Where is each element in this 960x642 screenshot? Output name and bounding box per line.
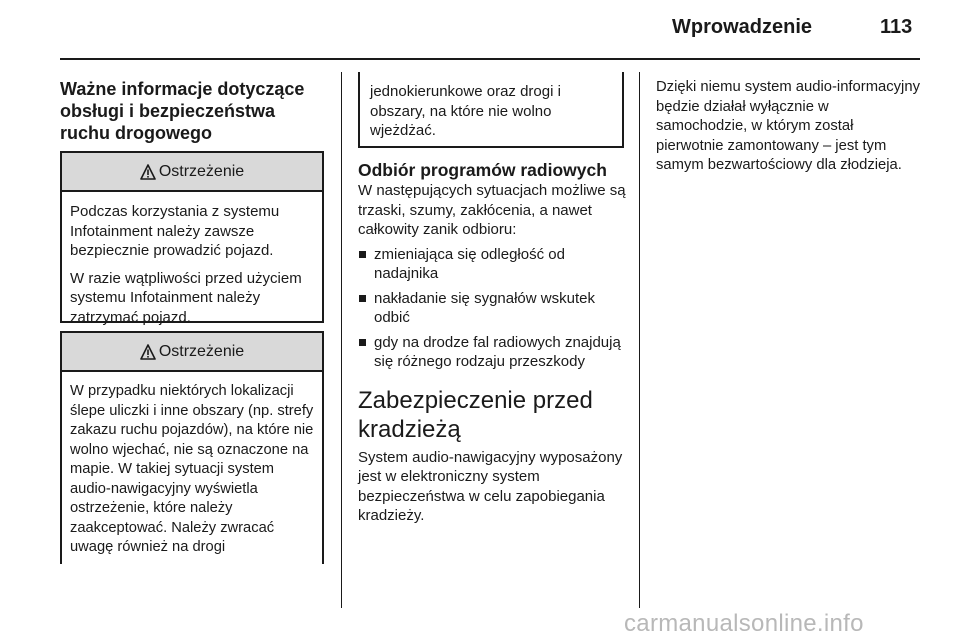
bullet-icon: [359, 295, 366, 302]
column-divider-right: [639, 72, 640, 608]
header-divider: [60, 58, 920, 60]
warning-box-2: [60, 331, 324, 564]
list-item: [358, 245, 626, 284]
safety-heading: Ważne informacje dotyczące obsługi i bezpieczeństwa ruchu drogowego: [60, 79, 305, 143]
warning-paragraph: Podczas korzystania z systemu Infotainment należy zawsze bezpiecznie prowadzić pojazd.: [70, 203, 280, 259]
radio-heading: Odbiór programów radiowych: [358, 160, 607, 180]
warning-continued-text: jednokierunkowe oraz drogi i obszary, na które nie wolno wjeżdżać.: [370, 83, 561, 139]
bullet-icon: [359, 251, 366, 258]
warning-triangle-icon: [140, 344, 156, 360]
theft-continued-text: Dzięki niemu system audio-informacyjny będzie działał wyłącznie w samochodzie, w którym został pierwotnie zamontowany – jest tym samym bezwartościowy dla złodzieja.: [656, 79, 920, 173]
column-2: [358, 72, 626, 526]
theft-heading: Zabezpieczenie przed kradzieżą: [358, 386, 593, 443]
warning-triangle-icon: [140, 164, 156, 180]
warning-label-2: Ostrzeżenie: [158, 342, 245, 360]
warning-box-1: [60, 151, 324, 326]
radio-intro: W następujących sytuacjach możliwe są trzaski, szumy, zakłócenia, a nawet całkowity zanik odbioru:: [358, 182, 626, 238]
warning-label-1: Ostrzeżenie: [158, 162, 245, 180]
column-divider-left: [341, 72, 342, 608]
page-header: [0, 0, 960, 60]
warning-box-continued: [358, 72, 624, 148]
warning-paragraph: W razie wątpliwości przed użyciem systemu Infotainment należy zatrzymać pojazd.: [70, 269, 302, 326]
list-item-text: gdy na drodze fal radiowych znajdują się różnego rodzaju przeszkody: [374, 333, 621, 370]
column-3: [656, 78, 922, 176]
theft-text: System audio-nawigacyjny wyposażony jest w elektroniczny system bezpieczeństwa w celu zapobiegania kradzieży.: [358, 448, 623, 524]
watermark: carmanualsonline.info: [624, 610, 864, 637]
column-1: [60, 78, 324, 564]
list-item-text: zmieniająca się odległość od nadajnika: [374, 245, 565, 282]
warning-body-2: [62, 372, 322, 566]
warning-header-1: [62, 153, 322, 192]
list-item: [358, 289, 626, 328]
bullet-icon: [359, 339, 366, 346]
list-item-text: nakładanie się sygnałów wskutek odbić: [374, 289, 595, 326]
page-title: Wprowadzenie: [672, 16, 813, 38]
warning-paragraph: W przypadku niektórych lokalizacji ślepe uliczki i inne obszary (np. strefy zakazu ruchu pojazdów), na które nie wolno wjechać, nie są oznaczone na mapie. W takiej sytuacji system audio-nawigacyjny wyświetla ostrzeżenie, które należy zaakceptować. Należy zwracać uwagę również na drogi: [70, 383, 314, 555]
warning-body-1: [62, 192, 322, 335]
warning-header-2: [62, 333, 322, 372]
list-item: [358, 333, 626, 372]
page-number: 113: [880, 16, 913, 38]
radio-bullet-list: [358, 245, 626, 372]
